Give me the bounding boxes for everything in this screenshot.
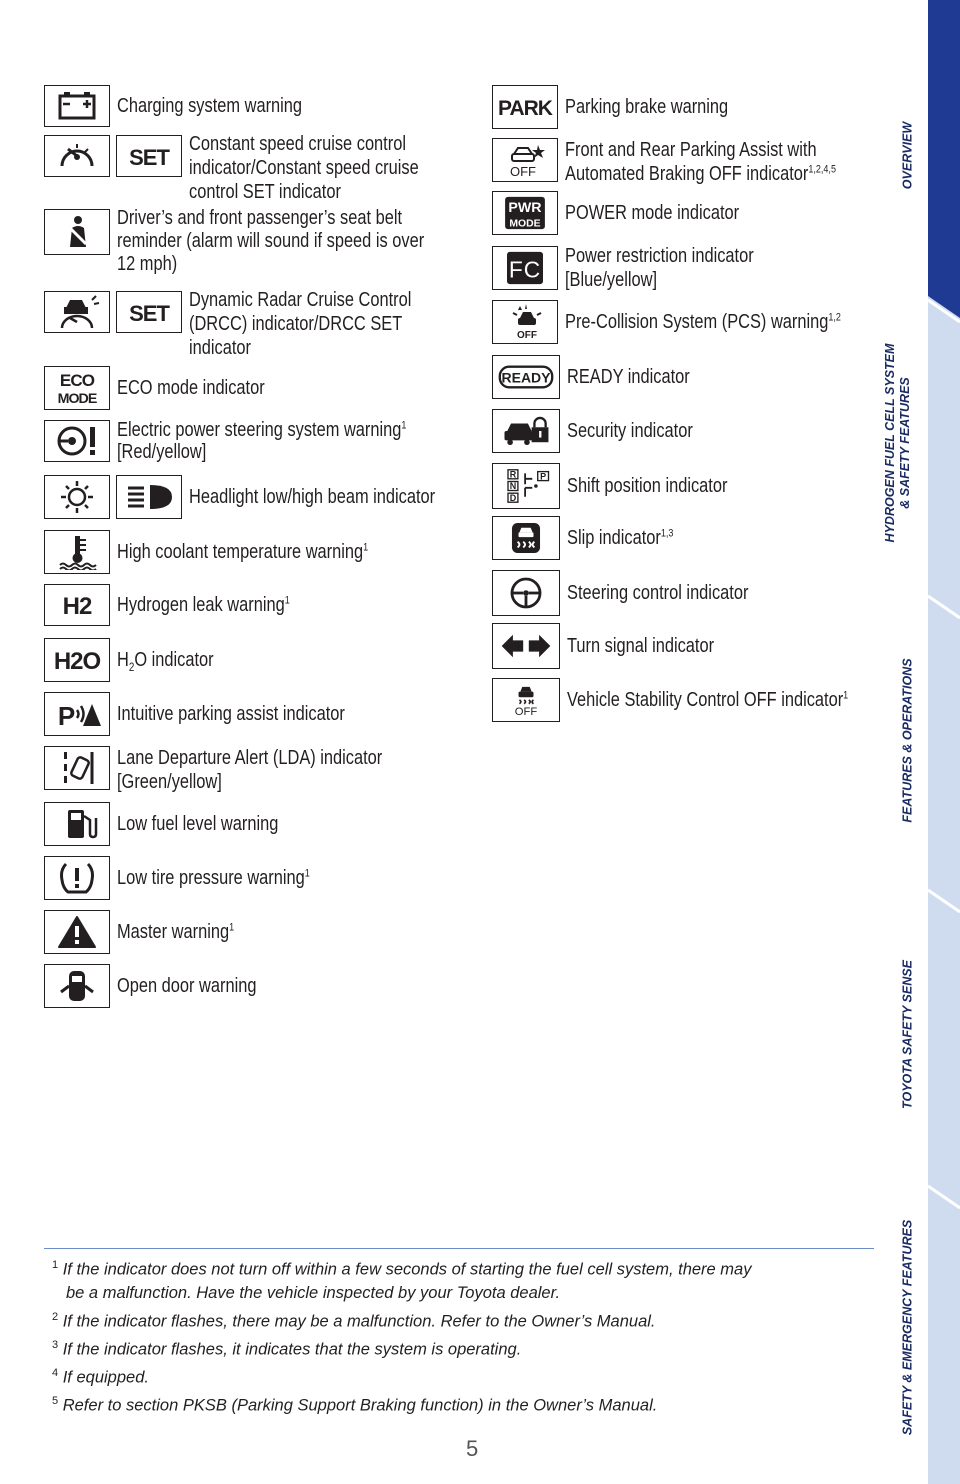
open-door-icon <box>44 964 110 1008</box>
indicator-label: ECO mode indicator <box>117 377 265 399</box>
indicator-label: Low tire pressure warning$^1$ <box>117 867 310 889</box>
seatbelt-icon <box>44 209 110 255</box>
indicator-item <box>492 138 895 186</box>
indicator-item <box>44 291 460 360</box>
indicator-item <box>492 355 717 399</box>
pwr-mode-icon <box>492 191 558 235</box>
indicator-item <box>492 570 788 616</box>
svg-text:ECO: ECO <box>59 371 95 391</box>
indicator-item <box>44 910 260 954</box>
svg-text:N: N <box>509 481 517 492</box>
turn-signal-icon <box>492 623 560 669</box>
indicator-item <box>492 516 697 560</box>
coolant-temp-icon <box>44 530 110 574</box>
footnote: $^5$ Refer to section PKSB (Parking Support Braking function) in the Owner’s Manual. <box>52 1394 658 1414</box>
park-text-icon <box>492 85 558 129</box>
high-beam-icon <box>116 475 182 519</box>
indicator-label: Electric power steering system warning$^1$ [Red/yellow] <box>117 419 407 463</box>
indicator-label: Hydrogen leak warning$^1$ <box>117 594 290 616</box>
indicator-label: Security indicator <box>567 420 693 442</box>
battery-icon <box>44 85 110 127</box>
indicator-item <box>44 85 343 127</box>
indicator-label: Front and Rear Parking Assist with Automated Braking OFF indicator$^{1,2,4,5}$ <box>565 139 836 185</box>
lane-departure-icon <box>44 746 110 790</box>
indicator-label: Slip indicator$^{1,3}$ <box>567 527 674 549</box>
svg-text:P: P <box>57 701 75 731</box>
indicator-label: READY indicator <box>567 366 690 388</box>
vsc-off-icon <box>492 678 560 722</box>
svg-text:OFF: OFF <box>514 705 538 718</box>
indicator-label: Turn signal indicator <box>567 635 715 657</box>
indicator-label: Parking brake warning <box>565 96 729 118</box>
indicator-item <box>44 964 287 1008</box>
indicator-item <box>44 209 492 276</box>
indicator-label: Driver’s and front passenger’s seat belt reminder (alarm will sound if speed is over 12 mph) <box>117 207 425 275</box>
indicator-item <box>44 475 489 519</box>
indicator-label: Charging system warning <box>117 95 303 117</box>
shift-position-icon <box>492 463 560 509</box>
fc-icon <box>492 246 558 290</box>
indicator-item <box>492 191 777 235</box>
indicator-label: $H_2O$ indicator <box>117 649 214 674</box>
steering-warning-icon <box>44 420 110 462</box>
footnote-divider <box>44 1248 874 1249</box>
indicator-label: Master warning$^1$ <box>117 921 235 943</box>
footnotes <box>52 1254 882 1418</box>
indicator-item <box>44 135 469 204</box>
tire-pressure-icon <box>44 856 110 900</box>
security-car-lock-icon <box>492 409 560 453</box>
indicator-item <box>44 746 441 794</box>
indicator-label: Vehicle Stability Control OFF indicator$^1$ <box>567 689 849 711</box>
indicator-label: Constant speed cruise control indicator/Constant speed cruise control SET indicator <box>189 133 419 203</box>
indicator-label: Dynamic Radar Cruise Control (DRCC) indicator/DRCC SET indicator <box>189 289 412 359</box>
footnote: $^2$ If the indicator flashes, there may be a malfunction. Refer to the Owner’s Manual. <box>52 1310 656 1330</box>
parking-assist-icon <box>44 692 110 736</box>
indicator-item <box>492 623 746 669</box>
svg-text:R: R <box>509 469 517 480</box>
indicator-label: Intuitive parking assist indicator <box>117 703 345 725</box>
low-beam-icon <box>44 475 110 519</box>
pcs-off-icon <box>492 300 558 344</box>
indicator-item <box>44 530 423 574</box>
indicator-item <box>492 85 764 129</box>
indicator-label: High coolant temperature warning$^1$ <box>117 541 369 563</box>
footnote: $^4$ If equipped. <box>52 1366 149 1386</box>
indicator-item <box>44 802 314 846</box>
svg-text:PWR: PWR <box>508 200 542 217</box>
svg-text:H2: H2 <box>62 593 92 620</box>
set-text-icon <box>116 135 182 177</box>
steering-wheel-icon <box>492 570 560 616</box>
footnote: $^3$ If the indicator flashes, it indicates that the system is operating. <box>52 1338 522 1358</box>
svg-text:SET: SET <box>129 301 169 326</box>
indicator-item <box>44 584 328 626</box>
indicator-item <box>492 463 763 509</box>
ready-icon <box>492 355 560 399</box>
indicator-label: Steering control indicator <box>567 582 749 604</box>
svg-text:OFF: OFF <box>510 164 536 178</box>
svg-text:H2O: H2O <box>53 648 101 675</box>
indicator-item <box>44 420 470 463</box>
indicator-item <box>492 300 902 344</box>
svg-text:P: P <box>540 471 547 482</box>
svg-text:D: D <box>509 492 517 503</box>
indicator-label: Lane Departure Alert (LDA) indicator [Green/yellow] <box>117 747 383 793</box>
svg-text:SET: SET <box>129 145 169 170</box>
side-nav-safety-emergency[interactable]: SAFETY & EMERGENCY FEATURES <box>900 1219 915 1436</box>
side-nav-toyota-safety-sense[interactable]: TOYOTA SAFETY SENSE <box>900 960 915 1109</box>
svg-text:MODE: MODE <box>509 218 541 230</box>
indicator-item <box>44 856 352 900</box>
eco-mode-icon <box>44 366 110 410</box>
svg-text:OFF: OFF <box>517 330 537 340</box>
svg-text:READY: READY <box>501 369 551 386</box>
parking-braking-off-icon <box>492 138 558 182</box>
set-text-icon <box>116 291 182 333</box>
side-nav-overview[interactable]: OVERVIEW <box>900 121 915 190</box>
svg-text:FC: FC <box>508 256 542 283</box>
side-nav-features-operations[interactable]: FEATURES & OPERATIONS <box>900 658 915 823</box>
indicator-item <box>44 692 395 736</box>
svg-text:PARK: PARK <box>498 97 552 120</box>
h2-icon <box>44 584 110 626</box>
fuel-pump-icon <box>44 802 110 846</box>
indicator-label: Shift position indicator <box>567 475 728 497</box>
indicator-item <box>492 409 720 453</box>
indicator-label: Power restriction indicator [Blue/yellow] <box>565 245 754 291</box>
footnote: $^1$ If the indicator does not turn off within a few seconds of starting the fuel cell system, there may be a malfunction. Have the vehicle inspected by your Toyota dealer. <box>52 1259 752 1302</box>
master-warning-icon <box>44 910 110 954</box>
svg-text:MODE: MODE <box>57 391 97 406</box>
indicator-item <box>44 638 235 682</box>
indicator-label: Headlight low/high beam indicator <box>189 486 436 508</box>
indicator-label: POWER mode indicator <box>565 202 740 224</box>
indicator-label: Open door warning <box>117 975 257 997</box>
indicator-item <box>492 678 910 722</box>
side-nav-hydrogen-fuel-cell[interactable]: HYDROGEN FUEL CELL SYSTEM & SAFETY FEATURES <box>883 343 912 543</box>
indicator-label: Pre-Collision System (PCS) warning$^{1,2}$ <box>565 311 841 333</box>
h2o-icon <box>44 638 110 682</box>
side-nav-tabs <box>928 0 960 1484</box>
slip-icon <box>492 516 560 560</box>
cruise-gauge-icon <box>44 135 110 177</box>
radar-cruise-icon <box>44 291 110 333</box>
indicator-item <box>492 246 795 292</box>
indicator-label: Low fuel level warning <box>117 813 279 835</box>
indicator-item <box>44 366 297 410</box>
page-number: 5 <box>466 1436 479 1461</box>
